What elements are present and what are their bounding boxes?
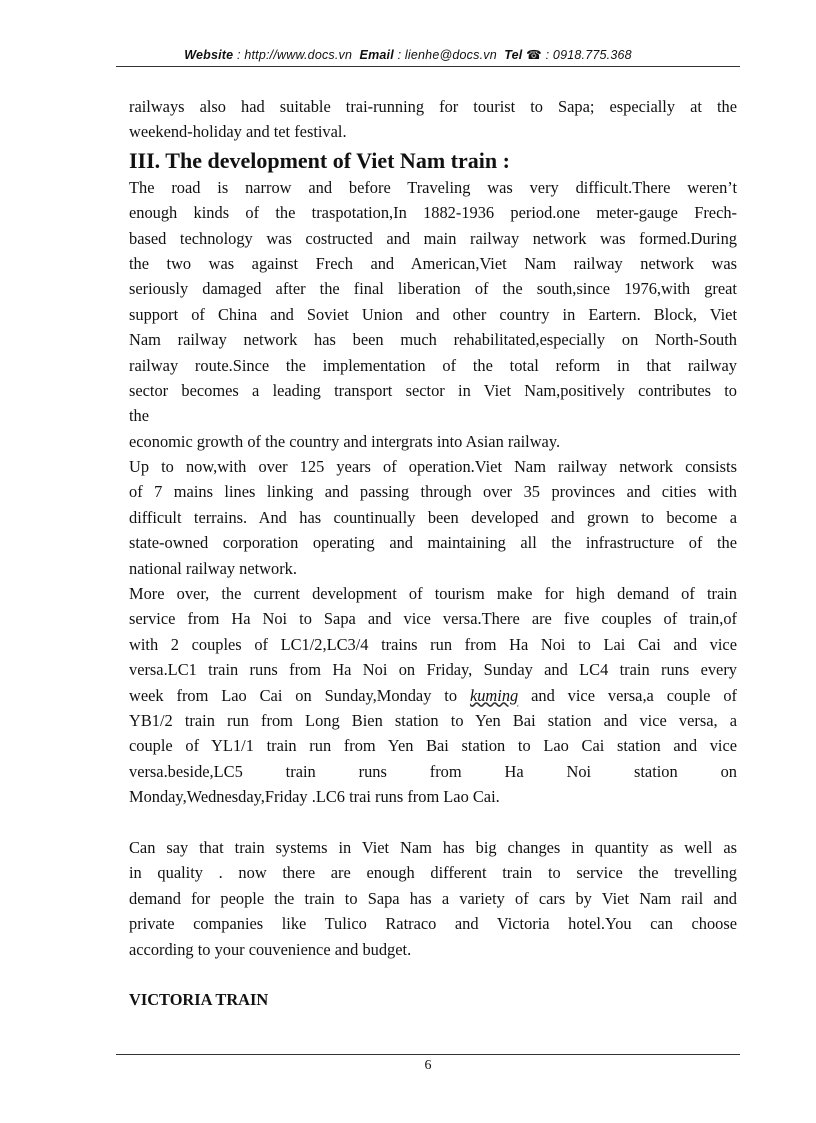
text-line: Up to now,with over 125 years of operation.Viet Nam railway network consists bbox=[129, 457, 737, 477]
text-line: state-owned corporation operating and maintaining all the infrastructure of the bbox=[129, 533, 737, 553]
text-line: private companies like Tulico Ratraco and Victoria hotel.You can choose bbox=[129, 914, 737, 934]
website-label: Website bbox=[184, 48, 234, 62]
document-body bbox=[129, 94, 737, 1013]
header-divider bbox=[116, 66, 740, 67]
email-value: : lienhe@docs.vn bbox=[397, 48, 497, 62]
text-line: railway route.Since the implementation of the total reform in that railway bbox=[129, 355, 737, 375]
text-line: weekend-holiday and tet festival. bbox=[129, 122, 347, 142]
text-line: versa.beside,LC5 train runs from Ha Noi station on bbox=[129, 761, 737, 781]
text-line: of 7 mains lines linking and passing through over 35 provinces and cities with bbox=[129, 482, 737, 502]
page-number: 6 bbox=[424, 1058, 432, 1073]
text-line: the bbox=[129, 406, 150, 426]
text-line: Monday,Wednesday,Friday .LC6 trai runs from Lao Cai. bbox=[129, 787, 500, 807]
text-line: according to your couvenience and budget. bbox=[129, 939, 412, 959]
website-value: : http://www.docs.vn bbox=[237, 48, 353, 62]
paragraph-gap bbox=[129, 810, 737, 835]
phone-icon: ☎ bbox=[526, 48, 542, 62]
text-line: railways also had suitable trai-running for tourist to Sapa; especially at the bbox=[129, 97, 737, 116]
tel-value: : 0918.775.368 bbox=[545, 48, 632, 62]
text-segment: week from Lao Cai on Sunday,Monday to bbox=[129, 685, 470, 705]
text-line: versa.LC1 train runs from Ha Noi on Friday, Sunday and LC4 train runs every bbox=[129, 660, 737, 680]
text-line: YB1/2 train run from Long Bien station to Yen Bai station and vice versa, a bbox=[129, 710, 737, 730]
underlined-word: kuming bbox=[469, 685, 519, 705]
footer-divider bbox=[116, 1054, 740, 1055]
text-line: sector becomes a leading transport sector in Viet Nam,positively contributes to bbox=[129, 380, 737, 400]
text-line: Can say that train systems in Viet Nam has big changes in quantity as well as bbox=[129, 837, 737, 857]
text-line: national railway network. bbox=[129, 558, 297, 578]
text-segment: and vice versa,a couple of bbox=[518, 685, 737, 705]
email-label: Email bbox=[359, 48, 394, 62]
text-line: difficult terrains. And has countinually been developed and grown to become a bbox=[129, 507, 737, 527]
text-line: service from Ha Noi to Sapa and vice versa.There are five couples of train,of bbox=[129, 609, 737, 629]
text-line: support of China and Soviet Union and other country in Eartern. Block, Viet bbox=[129, 304, 737, 324]
text-line: seriously damaged after the final liberation of the south,since 1976,with great bbox=[129, 279, 737, 299]
text-line: demand for people the train to Sapa has a variety of cars by Viet Nam rail and bbox=[129, 888, 737, 908]
text-line: More over, the current development of tourism make for high demand of train bbox=[129, 584, 737, 604]
text-line: the two was against Frech and American,Viet Nam railway network was bbox=[129, 253, 737, 273]
text-line: in quality . now there are enough different train to service the trevelling bbox=[129, 863, 737, 883]
text-line: couple of YL1/1 train run from Yen Bai station to Lao Cai station and vice bbox=[129, 736, 737, 756]
tel-label: Tel bbox=[504, 48, 523, 62]
text-line: with 2 couples of LC1/2,LC3/4 trains run from Ha Noi to Lai Cai and vice bbox=[129, 634, 737, 654]
text-line bbox=[129, 683, 737, 708]
text-line: The road is narrow and before Traveling was very difficult.There weren’t bbox=[129, 177, 737, 197]
section-title: III. The development of Viet Nam train : bbox=[129, 147, 510, 173]
paragraph-gap bbox=[129, 962, 737, 987]
text-line: Nam railway network has been much rehabilitated,especially on North-South bbox=[129, 330, 737, 350]
subheading: VICTORIA TRAIN bbox=[129, 990, 269, 1010]
text-line: enough kinds of the traspotation,In 1882-1936 period.one meter-gauge Frech- bbox=[129, 203, 737, 223]
text-line: based technology was costructed and main railway network was formed.During bbox=[129, 228, 737, 248]
page-header bbox=[0, 47, 816, 62]
text-line: economic growth of the country and intergrats into Asian railway. bbox=[129, 431, 561, 451]
